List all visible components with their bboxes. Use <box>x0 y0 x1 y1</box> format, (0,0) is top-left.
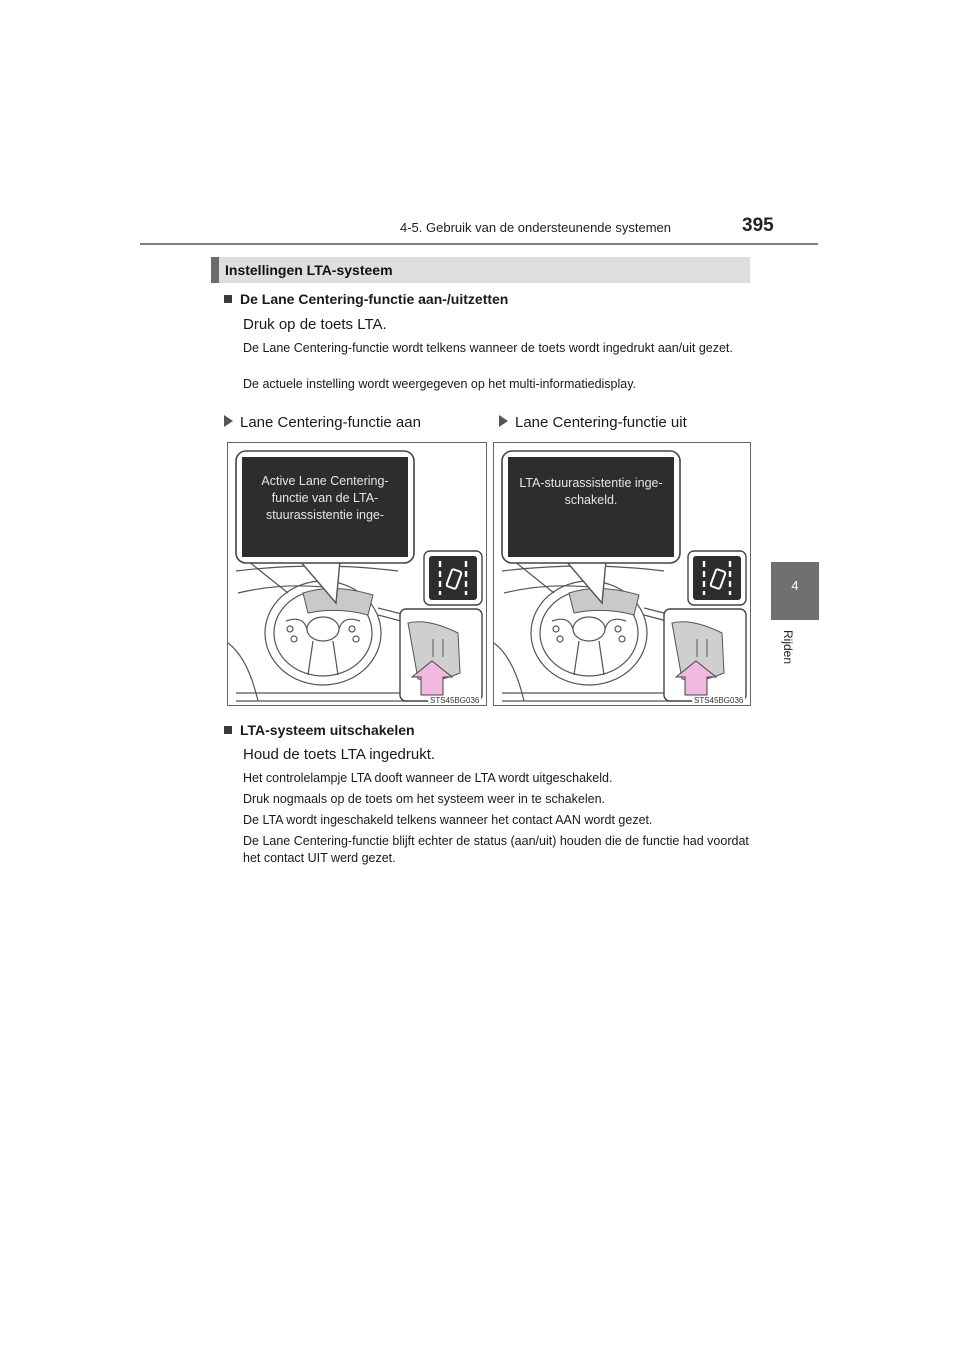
figure-left-code: STS45BG036 <box>430 696 480 705</box>
section-title: Instellingen LTA-systeem <box>225 262 393 278</box>
section-title-accent <box>211 257 219 283</box>
block1-heading-text: De Lane Centering-functie aan-/uitzetten <box>240 291 509 307</box>
figure-left-caption-text: Lane Centering-functie aan <box>240 414 421 431</box>
triangle-right-icon <box>224 415 233 427</box>
figure-right-code: STS45BG036 <box>694 696 744 705</box>
figure-left <box>227 442 487 706</box>
block2-instruction: Houd de toets LTA ingedrukt. <box>243 746 436 763</box>
figure-right-caption-text: Lane Centering-functie uit <box>515 414 687 431</box>
bullet-square-icon <box>224 726 232 734</box>
block1-paragraph-1: De Lane Centering-functie wordt telkens wanneer de toets wordt ingedrukt aan/uit gezet. <box>243 341 733 355</box>
chapter-tab-number: 4 <box>791 578 799 593</box>
chapter-side-label: Rijden <box>781 630 795 665</box>
chapter-header: 4-5. Gebruik van de ondersteunende systemen <box>400 220 672 235</box>
display-message-off: LTA-stuurassistentie inge-schakeld. <box>519 476 663 507</box>
figure-left-caption <box>224 414 421 431</box>
block2-paragraph-2: Druk nogmaals op de toets om het systeem weer in te schakelen. <box>243 792 605 806</box>
triangle-right-icon <box>499 415 508 427</box>
display-message-on: Active Lane Centering-functie van de LTA-stuurassistentie inge- <box>261 474 389 522</box>
header-rule <box>140 243 818 245</box>
block2-paragraph-1: Het controlelampje LTA dooft wanneer de LTA wordt uitgeschakeld. <box>243 771 613 785</box>
block1-paragraph-2: De actuele instelling wordt weergegeven op het multi-informatiedisplay. <box>243 377 637 391</box>
block2-heading-text: LTA-systeem uitschakelen <box>240 722 415 738</box>
block1-instruction: Druk op de toets LTA. <box>243 316 387 333</box>
page-number: 395 <box>742 215 774 236</box>
figure-right <box>493 442 751 706</box>
figure-right-caption <box>499 414 687 431</box>
block1-heading <box>224 291 508 307</box>
block2-heading <box>224 722 415 738</box>
bullet-square-icon <box>224 295 232 303</box>
block2-paragraph-4: De Lane Centering-functie blijft echter de status (aan/uit) houden die de functie had voordat het contact UIT werd gezet. <box>243 834 749 865</box>
block2-paragraph-3: De LTA wordt ingeschakeld telkens wanneer het contact AAN wordt gezet. <box>243 813 653 827</box>
